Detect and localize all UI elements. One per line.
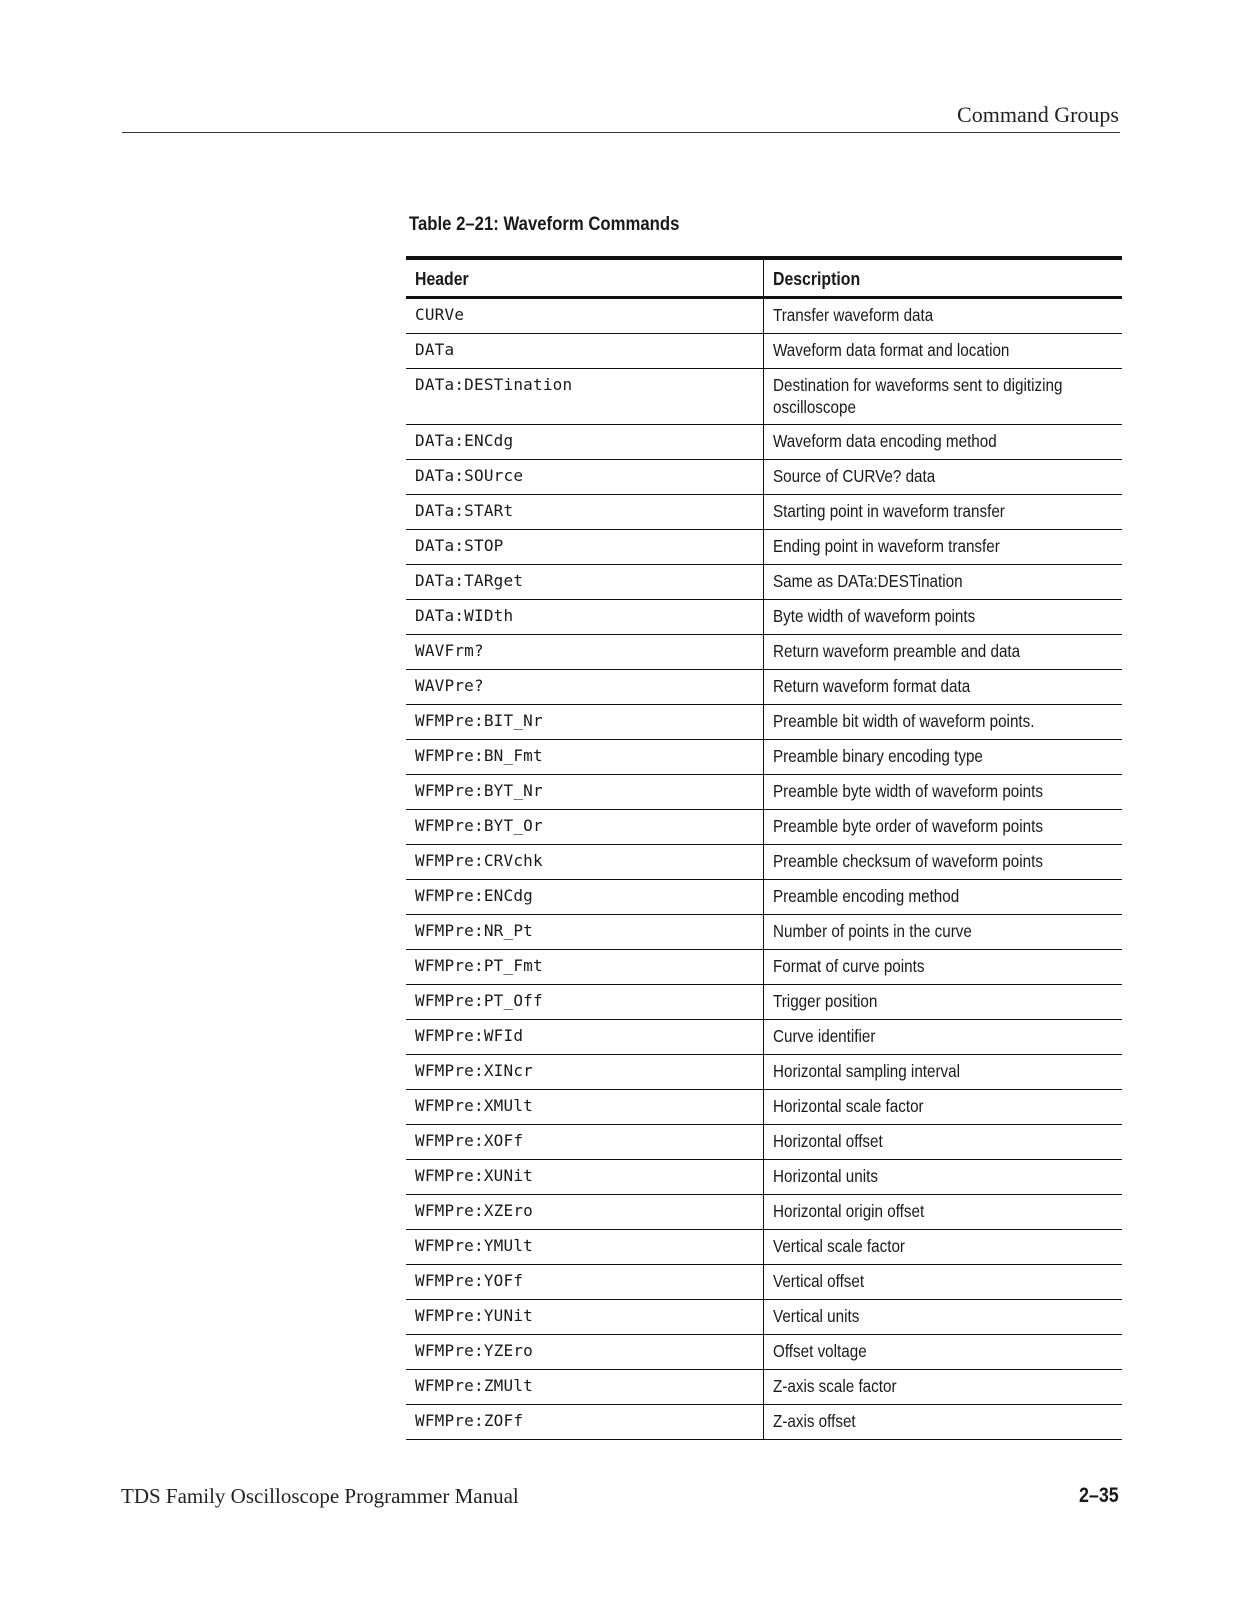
command-header-cell: WFMPre:YZEro xyxy=(406,1335,763,1370)
table-row xyxy=(406,1370,1122,1405)
command-header-cell: DATa:WIDth xyxy=(406,600,763,635)
command-description-text: Trigger position xyxy=(772,991,877,1011)
command-description-text: Preamble byte width of waveform points xyxy=(772,781,1043,801)
command-description-cell xyxy=(763,635,1122,670)
command-description-text: Ending point in waveform transfer xyxy=(772,536,1000,556)
command-description-text: Transfer waveform data xyxy=(772,305,933,325)
command-description-cell xyxy=(763,334,1122,369)
command-header-cell: WFMPre:XUNit xyxy=(406,1160,763,1195)
command-description-cell xyxy=(763,1230,1122,1265)
column-header-label: Description xyxy=(772,268,860,289)
command-header-cell: DATa:STARt xyxy=(406,495,763,530)
table-row xyxy=(406,740,1122,775)
table-row xyxy=(406,1300,1122,1335)
command-description-text: Return waveform preamble and data xyxy=(772,641,1020,661)
command-description-text: Preamble byte order of waveform points xyxy=(772,816,1043,836)
command-description-cell xyxy=(763,845,1122,880)
table-row xyxy=(406,565,1122,600)
command-description-text: Offset voltage xyxy=(772,1341,867,1361)
table-row xyxy=(406,495,1122,530)
column-header-description xyxy=(763,258,1122,298)
command-header-cell: WFMPre:CRVchk xyxy=(406,845,763,880)
command-description-text: Number of points in the curve xyxy=(772,921,972,941)
command-description-text: Source of CURVe? data xyxy=(772,466,935,486)
page-number: 2–35 xyxy=(1079,1484,1119,1507)
table-row xyxy=(406,1090,1122,1125)
command-header-cell: CURVe xyxy=(406,298,763,334)
table-row xyxy=(406,334,1122,369)
table-row xyxy=(406,1405,1122,1440)
command-header-cell: WFMPre:ZMUlt xyxy=(406,1370,763,1405)
table-row xyxy=(406,635,1122,670)
command-header-cell: WFMPre:YMUlt xyxy=(406,1230,763,1265)
command-header-cell: WFMPre:PT_Off xyxy=(406,985,763,1020)
command-header-cell: WFMPre:ZOFf xyxy=(406,1405,763,1440)
command-description-cell xyxy=(763,1370,1122,1405)
command-description-cell xyxy=(763,460,1122,495)
command-description-text: Format of curve points xyxy=(772,956,924,976)
table-row xyxy=(406,298,1122,334)
command-header-cell: WFMPre:YOFf xyxy=(406,1265,763,1300)
command-description-cell xyxy=(763,1195,1122,1230)
table-row xyxy=(406,460,1122,495)
command-header-cell: DATa:SOUrce xyxy=(406,460,763,495)
command-description-cell xyxy=(763,565,1122,600)
table-body xyxy=(406,298,1122,1440)
table-row xyxy=(406,600,1122,635)
command-description-text: Destination for waveforms sent to digitizing oscilloscope xyxy=(772,375,1062,417)
table-row xyxy=(406,705,1122,740)
command-description-text: Waveform data encoding method xyxy=(772,431,997,451)
command-description-cell xyxy=(763,369,1122,425)
table-row xyxy=(406,810,1122,845)
table-row xyxy=(406,1335,1122,1370)
command-description-cell xyxy=(763,425,1122,460)
table-row xyxy=(406,775,1122,810)
command-description-cell xyxy=(763,1265,1122,1300)
command-description-text: Starting point in waveform transfer xyxy=(772,501,1005,521)
command-header-cell: WFMPre:YUNit xyxy=(406,1300,763,1335)
command-description-cell xyxy=(763,1020,1122,1055)
table-row xyxy=(406,530,1122,565)
command-description-text: Preamble binary encoding type xyxy=(772,746,983,766)
command-description-cell xyxy=(763,880,1122,915)
command-description-cell xyxy=(763,985,1122,1020)
column-header-header xyxy=(406,258,763,298)
table-row xyxy=(406,369,1122,425)
command-description-text: Vertical units xyxy=(772,1306,859,1326)
column-header-label: Header xyxy=(415,268,469,289)
command-description-cell xyxy=(763,1055,1122,1090)
table-header-row xyxy=(406,258,1122,298)
table-row xyxy=(406,880,1122,915)
table-row xyxy=(406,950,1122,985)
command-description-text: Curve identifier xyxy=(772,1026,875,1046)
command-header-cell: WFMPre:NR_Pt xyxy=(406,915,763,950)
command-header-cell: WAVPre? xyxy=(406,670,763,705)
command-header-cell: WFMPre:WFId xyxy=(406,1020,763,1055)
command-description-cell xyxy=(763,495,1122,530)
command-description-cell xyxy=(763,600,1122,635)
table-row xyxy=(406,985,1122,1020)
table-row xyxy=(406,1195,1122,1230)
command-description-cell xyxy=(763,1160,1122,1195)
table-row xyxy=(406,670,1122,705)
command-description-cell xyxy=(763,1300,1122,1335)
command-description-cell xyxy=(763,1090,1122,1125)
command-header-cell: WFMPre:XMUlt xyxy=(406,1090,763,1125)
command-description-text: Return waveform format data xyxy=(772,676,970,696)
command-description-text: Vertical offset xyxy=(772,1271,864,1291)
command-header-cell: DATa:STOP xyxy=(406,530,763,565)
command-description-cell xyxy=(763,670,1122,705)
command-description-cell xyxy=(763,298,1122,334)
table-caption: Table 2–21: Waveform Commands xyxy=(409,214,680,235)
command-description-text: Waveform data format and location xyxy=(772,340,1009,360)
command-description-cell xyxy=(763,530,1122,565)
command-description-text: Horizontal sampling interval xyxy=(772,1061,960,1081)
command-description-text: Z-axis scale factor xyxy=(772,1376,897,1396)
command-description-text: Preamble checksum of waveform points xyxy=(772,851,1043,871)
table-row xyxy=(406,425,1122,460)
command-header-cell: WAVFrm? xyxy=(406,635,763,670)
table-row xyxy=(406,1160,1122,1195)
command-description-text: Preamble encoding method xyxy=(772,886,959,906)
command-header-cell: DATa xyxy=(406,334,763,369)
command-description-cell xyxy=(763,1335,1122,1370)
command-description-cell xyxy=(763,1405,1122,1440)
command-header-cell: WFMPre:XINcr xyxy=(406,1055,763,1090)
waveform-commands-table xyxy=(406,256,1122,1440)
table-row xyxy=(406,1055,1122,1090)
command-description-text: Horizontal scale factor xyxy=(772,1096,924,1116)
command-description-text: Vertical scale factor xyxy=(772,1236,905,1256)
command-description-text: Byte width of waveform points xyxy=(772,606,975,626)
table-row xyxy=(406,845,1122,880)
table-row xyxy=(406,1125,1122,1160)
command-description-cell xyxy=(763,950,1122,985)
command-description-cell xyxy=(763,1125,1122,1160)
command-header-cell: WFMPre:BYT_Or xyxy=(406,810,763,845)
command-header-cell: WFMPre:ENCdg xyxy=(406,880,763,915)
command-description-text: Horizontal origin offset xyxy=(772,1201,924,1221)
running-head: Command Groups xyxy=(957,102,1119,127)
command-description-text: Z-axis offset xyxy=(772,1411,856,1431)
command-header-cell: WFMPre:BIT_Nr xyxy=(406,705,763,740)
command-description-cell xyxy=(763,810,1122,845)
command-description-text: Same as DATa:DESTination xyxy=(772,571,963,591)
command-description-cell xyxy=(763,775,1122,810)
command-header-cell: DATa:TARget xyxy=(406,565,763,600)
command-description-text: Horizontal units xyxy=(772,1166,878,1186)
command-description-cell xyxy=(763,705,1122,740)
table-row xyxy=(406,915,1122,950)
header-rule xyxy=(122,132,1120,133)
command-header-cell: WFMPre:BN_Fmt xyxy=(406,740,763,775)
command-header-cell: WFMPre:XZEro xyxy=(406,1195,763,1230)
command-header-cell: WFMPre:PT_Fmt xyxy=(406,950,763,985)
command-description-text: Horizontal offset xyxy=(772,1131,883,1151)
command-header-cell: DATa:DESTination xyxy=(406,369,763,425)
command-header-cell: DATa:ENCdg xyxy=(406,425,763,460)
table-row xyxy=(406,1020,1122,1055)
table-row xyxy=(406,1265,1122,1300)
command-header-cell: WFMPre:XOFf xyxy=(406,1125,763,1160)
footer-manual-title: TDS Family Oscilloscope Programmer Manual xyxy=(121,1484,519,1508)
command-description-cell xyxy=(763,915,1122,950)
command-description-cell xyxy=(763,740,1122,775)
command-description-text: Preamble bit width of waveform points. xyxy=(772,711,1034,731)
table-row xyxy=(406,1230,1122,1265)
command-header-cell: WFMPre:BYT_Nr xyxy=(406,775,763,810)
